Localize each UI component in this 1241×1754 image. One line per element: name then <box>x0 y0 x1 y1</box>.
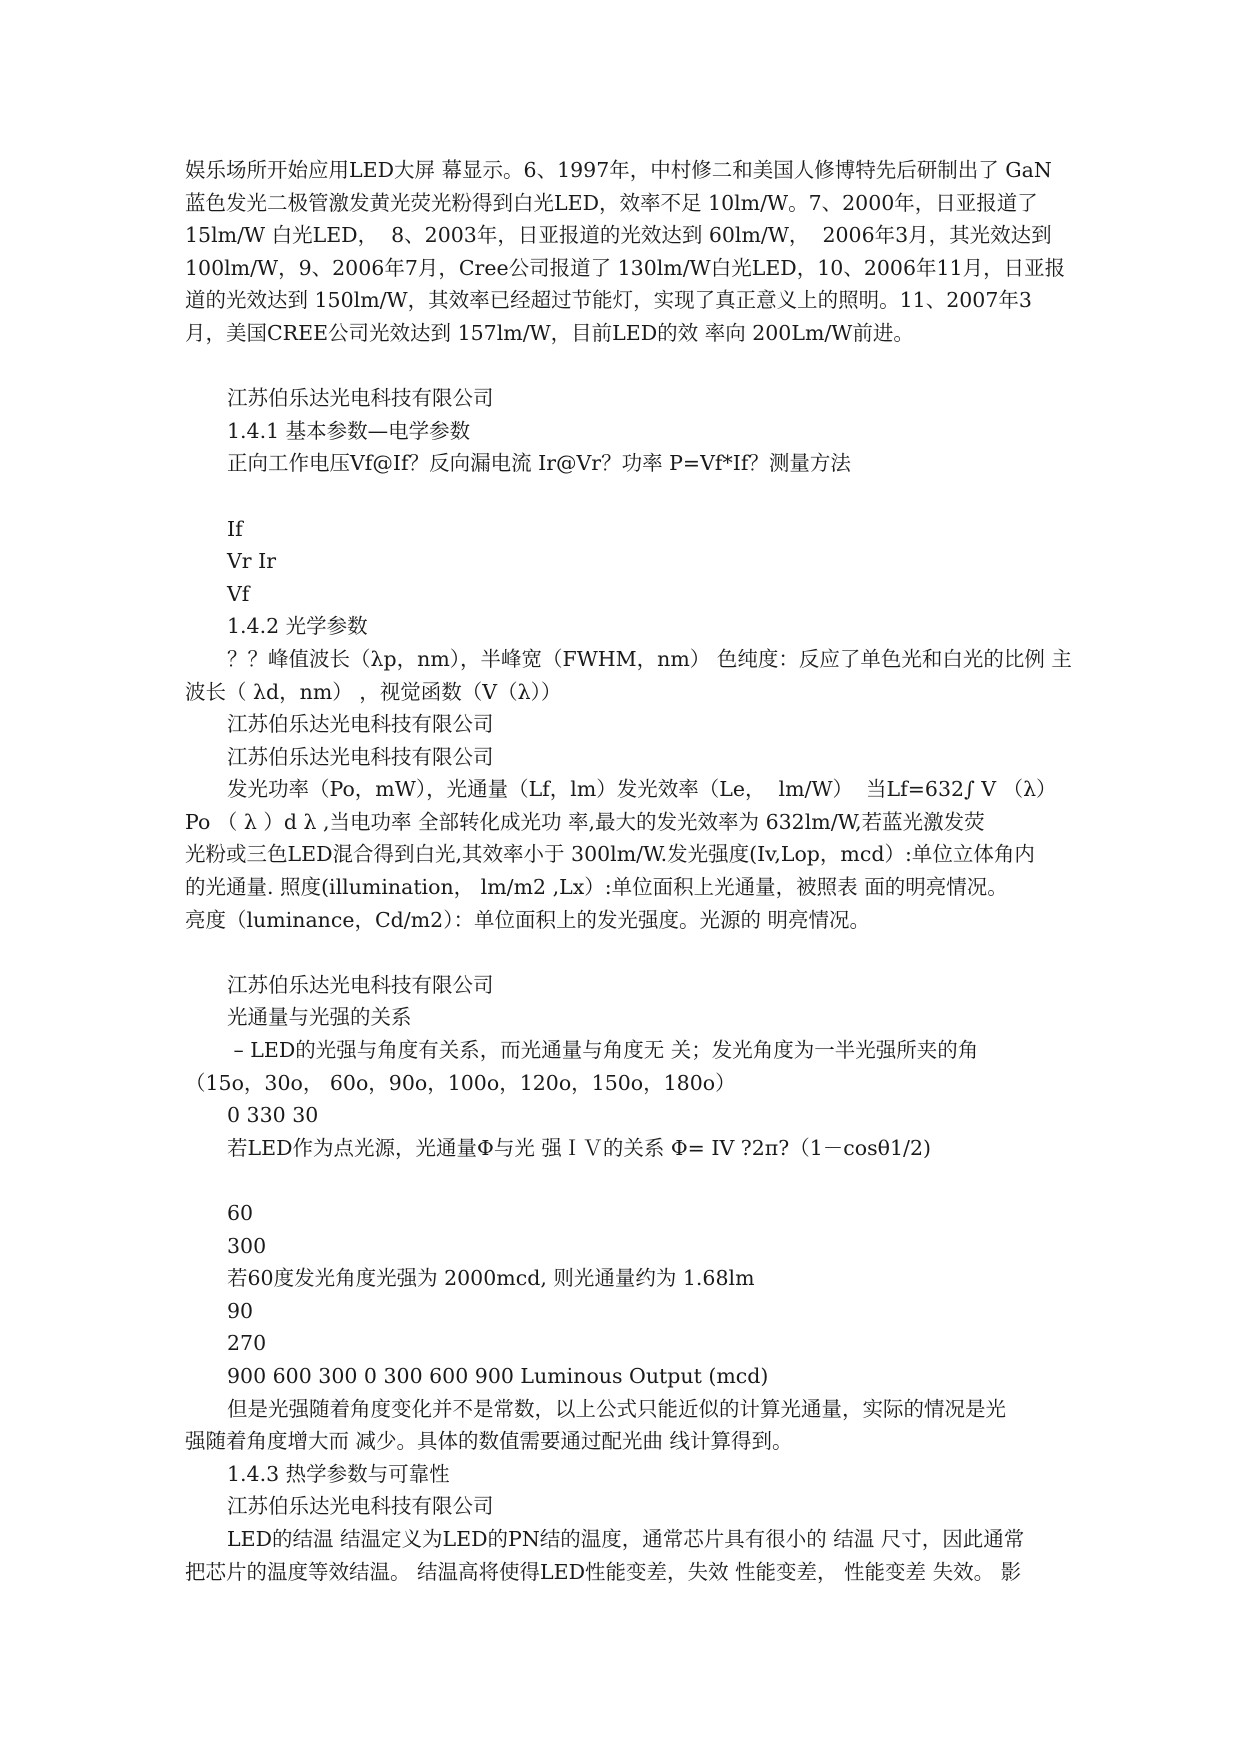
text-line: 亮度（luminance，Cd/m2）：单位面积上的发光强度。光源的 明亮情况。 <box>185 907 870 932</box>
text-line: 900 600 300 0 300 600 900 Luminous Output (mcd) <box>227 1363 769 1388</box>
text-line: ？？峰值波长（λp，nm），半峰宽（FWHM，nm） 色纯度：反应了单色光和白光的比例 主 <box>227 646 1072 671</box>
blank-line <box>185 936 1065 969</box>
section-heading: 光通量与光强的关系 <box>227 1005 412 1030</box>
text-line: 蓝色发光二极管激发黄光荧光粉得到白光LED，效率不足 10lm/W。7、2000年，日亚报道了 <box>185 190 1038 215</box>
company-name: 江苏伯乐达光电科技有限公司 <box>227 386 494 411</box>
text-line: Po （ λ ）d λ ,当电功率 全部转化成光功 率,最大的发光效率为 632lm/W,若蓝光激发荧 <box>185 809 985 834</box>
text-line: 若LED作为点光源，光通量Φ与光 强ＩＶ的关系 Φ= IV ?2π?（1－cosθ1/2) <box>227 1135 931 1160</box>
text-line: 0 330 30 <box>227 1103 319 1128</box>
blank-line <box>185 350 1065 383</box>
company-name: 江苏伯乐达光电科技有限公司 <box>227 972 494 997</box>
text-line: 60 <box>227 1201 254 1225</box>
text-line: If <box>227 516 243 541</box>
text-line: 光粉或三色LED混合得到白光,其效率小于 300lm/W.发光强度(Iv,Lop，mcd）:单位立体角内 <box>185 842 1035 867</box>
text-line: 道的光效达到 150lm/W，其效率已经超过节能灯，实现了真正意义上的照明。11、2007年3 <box>185 288 1032 313</box>
text-line: 月，美国CREE公司光效达到 157lm/W，目前LED的效 率向 200Lm/W前进。 <box>185 320 914 345</box>
blank-line <box>185 1164 1065 1197</box>
text-line: 正向工作电压Vf@If？反向漏电流 Ir@Vr？功率 P=Vf*If？测量方法 <box>227 451 851 476</box>
text-line: – LED的光强与角度有关系，而光通量与角度无 关；发光角度为一半光强所夹的角 <box>227 1038 979 1063</box>
text-line: （15o，30o， 60o，90o，100o，120o，150o，180o） <box>185 1070 736 1095</box>
text-line: 90 <box>227 1298 254 1323</box>
company-name: 江苏伯乐达光电科技有限公司 <box>227 712 494 737</box>
document-body <box>185 154 1072 1588</box>
text-line: 15lm/W 白光LED， 8、2003年，日亚报道的光效达到 60lm/W， 2006年3月，其光效达到 <box>185 223 1052 248</box>
text-line: Vr Ir <box>227 549 277 574</box>
section-heading: 1.4.2 光学参数 <box>227 614 368 639</box>
company-name: 江苏伯乐达光电科技有限公司 <box>227 744 494 769</box>
text-line: 但是光强随着角度变化并不是常数，以上公式只能近似的计算光通量，实际的情况是光 <box>227 1396 1006 1421</box>
text-line: 强随着角度增大而 减少。具体的数值需要通过配光曲 线计算得到。 <box>185 1429 793 1454</box>
text-line: 270 <box>227 1331 267 1356</box>
section-heading: 1.4.1 基本参数—电学参数 <box>227 418 471 443</box>
text-line: 娱乐场所开始应用LED大屏 幕显示。6、1997年，中村修二和美国人修博特先后研制出了 GaN <box>185 158 1052 182</box>
text-line: 300 <box>227 1233 267 1258</box>
text-line: Vf <box>227 581 250 606</box>
blank-line <box>185 480 1065 513</box>
text-line: 发光功率（Po，mW），光通量（Lf，lm）发光效率（Le， lm/W） 当Lf=632∫ V （λ） <box>227 777 1057 802</box>
text-line: 100lm/W，9、2006年7月，Cree公司报道了 130lm/W白光LED，10、2006年11月，日亚报 <box>185 255 1066 280</box>
text-line: 的光通量. 照度(illumination， lm/m2 ,Lx）:单位面积上光通量，被照表 面的明亮情况。 <box>185 875 1008 900</box>
section-heading: 1.4.3 热学参数与可靠性 <box>227 1461 450 1486</box>
text-line: 波长（ λd，nm） ，视觉函数（V（λ）） <box>185 679 562 704</box>
company-name: 江苏伯乐达光电科技有限公司 <box>227 1494 494 1519</box>
text-line: LED的结温 结温定义为LED的PN结的温度，通常芯片具有很小的 结温 尺寸，因此通常 <box>227 1526 1025 1551</box>
text-line: 把芯片的温度等效结温。 结温高将使得LED性能变差，失效 性能变差， 性能变差 失效。 影 <box>185 1559 1022 1584</box>
text-line: 若60度发光角度光强为 2000mcd, 则光通量约为 1.68lm <box>227 1266 755 1291</box>
